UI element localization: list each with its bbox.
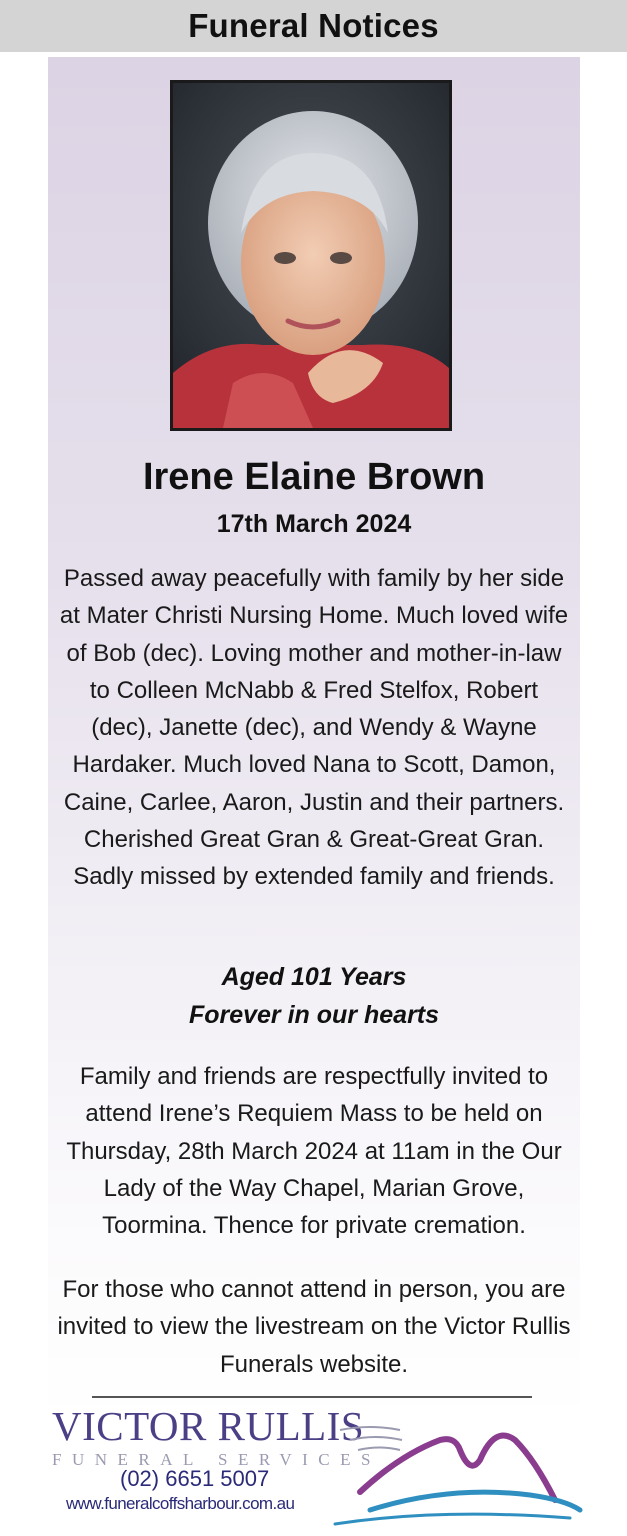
- age-text: Aged 101 Years: [221, 963, 407, 991]
- page-title: Funeral Notices: [188, 7, 439, 44]
- portrait-photo: [170, 80, 452, 431]
- funeral-home-name: VICTOR RULLIS: [52, 1403, 365, 1449]
- age-block: [48, 958, 580, 1034]
- date-of-death: 17th March 2024: [216, 510, 412, 538]
- livestream-paragraph: For those who cannot attend in person, you are invited to view the livestream on the Victor Rullis Funerals website.: [57, 1276, 571, 1378]
- phone-number: (02) 6651 5007: [120, 1466, 270, 1491]
- funeral-home-subtitle: FUNERAL SERVICES: [52, 1450, 381, 1469]
- divider: [92, 1396, 532, 1398]
- obituary-paragraph: Passed away peacefully with family by her side at Mater Christi Nursing Home. Much loved wife of Bob (dec). Loving mother and mother-in-law to Colleen McNabb & Fred Stelfox, Robert (dec), Janette (dec), and Wendy & Wayne Hardaker. Much loved Nana to Scott, Damon, Caine, Carlee, Aaron, Justin and their partners. Cherished Great Gran & Great-Great Gran. Sadly missed by extended family and friends.: [59, 565, 569, 891]
- deceased-name: Irene Elaine Brown: [142, 456, 486, 498]
- service-details-paragraph: Family and friends are respectfully invited to attend Irene’s Requiem Mass to be held on Thursday, 28th March 2024 at 11am in the Our Lady of the Way Chapel, Marian Grove, Toormina. Thence for private cremation.: [66, 1063, 562, 1240]
- mountain-logo-icon: [330, 1400, 585, 1532]
- header-bar: [0, 0, 627, 52]
- tagline-text: Forever in our hearts: [188, 1001, 440, 1029]
- website-url: www.funeralcoffsharbour.com.au: [66, 1494, 295, 1513]
